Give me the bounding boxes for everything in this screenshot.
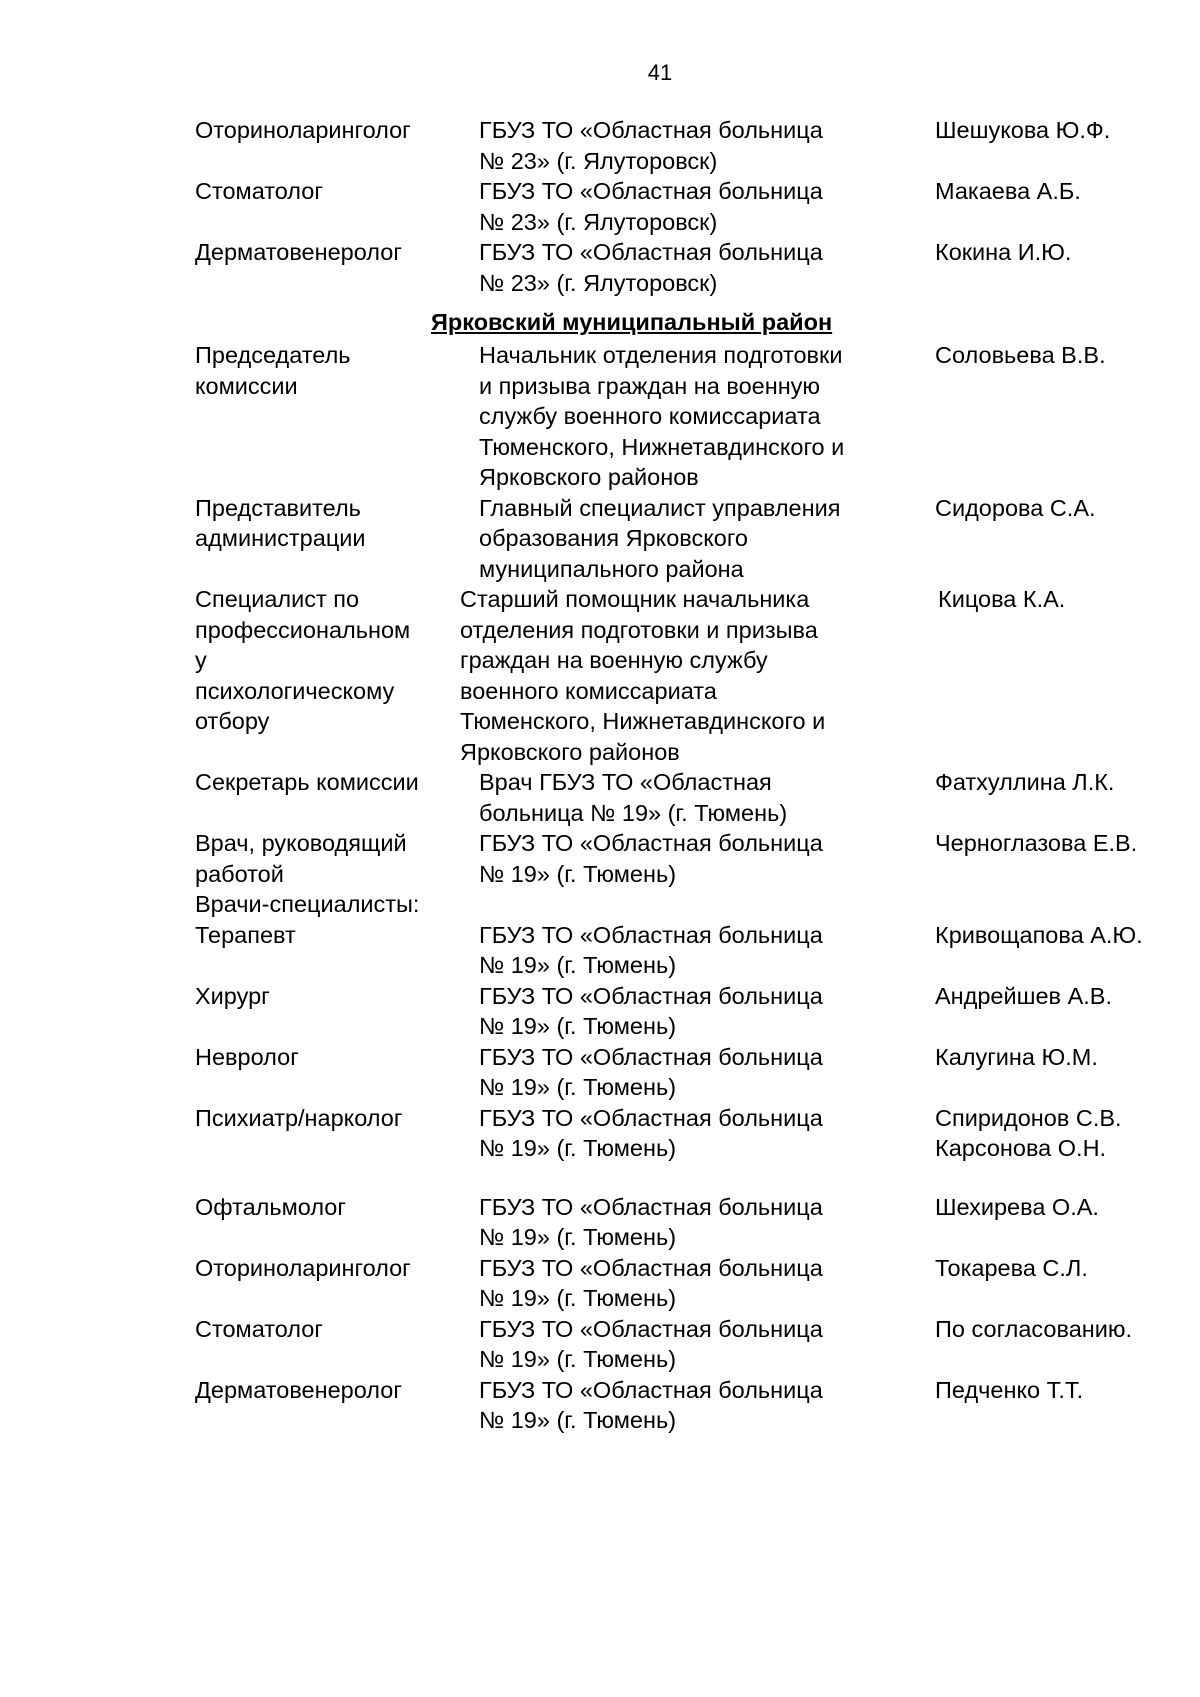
organization-cell: ГБУЗ ТО «Областная больница № 23» (г. Ялуторовск)	[479, 239, 823, 296]
organization-cell: ГБУЗ ТО «Областная больница № 19» (г. Тюмень)	[479, 1254, 823, 1311]
organization-cell: ГБУЗ ТО «Областная больница № 19» (г. Тюмень)	[479, 1376, 823, 1433]
organization-cell: ГБУЗ ТО «Областная больница № 19» (г. Тюмень)	[479, 1193, 823, 1250]
table-row	[195, 1314, 1185, 1375]
person-cell: Фатхуллина Л.К.	[935, 769, 1115, 795]
person-cell: Кривощапова А.Ю.	[935, 921, 1143, 948]
organization-cell: ГБУЗ ТО «Областная больница № 19» (г. Тюмень)	[479, 1043, 823, 1100]
role-cell: Дерматовенеролог	[195, 239, 402, 265]
organization-cell: ГБУЗ ТО «Областная больница № 23» (г. Ялуторовск)	[479, 178, 823, 235]
organization-cell: Врач ГБУЗ ТО «Областная больница № 19» (г. Тюмень)	[479, 769, 788, 826]
person-cell: Токарева С.Л.	[935, 1254, 1088, 1281]
table-row	[195, 237, 1185, 298]
organization-cell: ГБУЗ ТО «Областная больница № 19» (г. Тюмень)	[479, 1104, 823, 1161]
person-cell: Шехирева О.А.	[935, 1193, 1099, 1220]
table-row	[195, 767, 1185, 828]
person-cell: Калугина Ю.М.	[935, 1043, 1098, 1070]
table-row	[195, 981, 1185, 1042]
organization-cell: Начальник отделения подготовки и призыва граждан на военную службу военного комиссариата Тюменского, Нижнетавдинского и Ярковского районов	[479, 342, 845, 490]
table-row	[195, 115, 1185, 176]
role-cell: Стоматолог	[195, 178, 323, 204]
role-cell: Секретарь комиссии	[195, 769, 419, 795]
person-cell: Педченко Т.Т.	[935, 1376, 1084, 1403]
role-cell: Оториноларинголог	[195, 117, 411, 143]
organization-cell: ГБУЗ ТО «Областная больница № 19» (г. Тюмень)	[479, 982, 823, 1039]
person-cell: Сидорова С.А.	[935, 494, 1096, 521]
organization-cell: Старший помощник начальника отделения подготовки и призыва граждан на военную службу военного комиссариата Тюменского, Нижнетавдинского и Ярковского районов	[460, 586, 826, 765]
person-cell: Кокина И.Ю.	[935, 239, 1072, 265]
person-cell: Андрейшев А.В.	[935, 982, 1112, 1009]
table-row	[195, 920, 1185, 981]
person-cell: Кицова К.А.	[938, 586, 1066, 612]
role-cell: Оториноларинголог	[195, 1254, 411, 1281]
organization-cell: ГБУЗ ТО «Областная больница № 23» (г. Ялуторовск)	[479, 117, 823, 174]
role-cell: Представитель администрации	[195, 494, 366, 551]
organization-cell: Главный специалист управления образования Ярковского муниципального района	[479, 494, 841, 582]
person-cell: Спиридонов С.В. Карсонова О.Н.	[935, 1104, 1122, 1161]
table-row	[195, 584, 1185, 767]
role-cell: Терапевт	[195, 921, 296, 948]
table-row	[195, 176, 1185, 237]
person-cell: Шешукова Ю.Ф.	[935, 117, 1111, 143]
specialists-label: Врачи-специалисты:	[195, 891, 420, 917]
table-row	[195, 493, 1185, 585]
organization-cell: ГБУЗ ТО «Областная больница № 19» (г. Тюмень)	[479, 1315, 823, 1372]
role-cell: Стоматолог	[195, 1315, 323, 1342]
table-row	[195, 340, 1185, 493]
table-row	[195, 1103, 1185, 1164]
table-row	[195, 828, 1185, 889]
role-cell: Офтальмолог	[195, 1193, 346, 1220]
table-row	[195, 889, 1185, 920]
role-cell: Врач, руководящий работой	[195, 830, 407, 887]
organization-cell: ГБУЗ ТО «Областная больница № 19» (г. Тюмень)	[479, 830, 823, 887]
table-row	[195, 1192, 1185, 1253]
person-cell: Черноглазова Е.В.	[935, 830, 1138, 856]
table-row	[195, 1375, 1185, 1436]
role-cell: Хирург	[195, 982, 270, 1009]
role-cell: Невролог	[195, 1043, 299, 1070]
section-heading: Ярковский муниципальный район	[431, 309, 833, 335]
person-cell: Макаева А.Б.	[935, 178, 1081, 204]
role-cell: Специалист по профессиональном у психологическому отбору	[195, 586, 411, 734]
commission-table	[195, 115, 1185, 1436]
page-number: 41	[647, 60, 673, 85]
role-cell: Дерматовенеролог	[195, 1376, 402, 1403]
table-row	[195, 1253, 1185, 1314]
role-cell: Председатель комиссии	[195, 342, 351, 399]
table-row	[195, 1042, 1185, 1103]
person-cell: По согласованию.	[935, 1315, 1133, 1342]
organization-cell: ГБУЗ ТО «Областная больница № 19» (г. Тюмень)	[479, 921, 823, 978]
person-cell: Соловьева В.В.	[935, 342, 1106, 368]
role-cell: Психиатр/нарколог	[195, 1104, 403, 1131]
